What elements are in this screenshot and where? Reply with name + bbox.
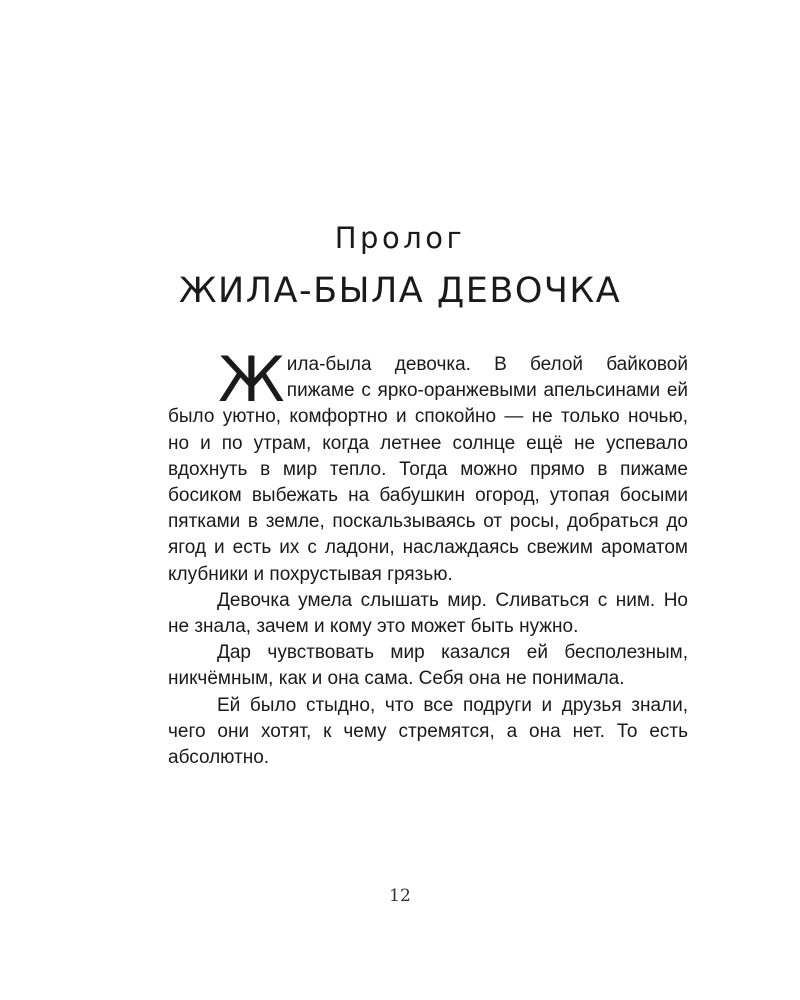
chapter-title: ЖИЛА-БЫЛА ДЕВОЧКА	[178, 271, 622, 311]
prologue-label: Пролог	[334, 221, 466, 255]
body-text	[168, 343, 688, 771]
paragraph-2: Девочка умела слышать мир. Сливаться с ним. Но не знала, зачем и кому это может быть нужно.	[168, 589, 688, 638]
page-number: 12	[389, 886, 411, 906]
drop-cap-letter: Ж	[218, 343, 285, 416]
paragraph-1	[168, 343, 688, 588]
paragraph-1-text: ила-была девочка. В белой байковой пижаме с ярко-оранжевыми апельсинами ей было уютно, комфортно и спокойно — не только ночью, но и по утрам, когда летнее солнце ещё не успевало вдохнуть в мир тепло. Тогда можно прямо в пижаме босиком выбежать на бабушкин огород, утопая босыми пятками в земле, поскальзываясь от росы, добраться до ягод и есть их с ладони, наслаждаясь свежим ароматом клубники и похрустывая грязью.	[168, 354, 688, 585]
paragraph-4: Ей было стыдно, что все подруги и друзья знали, чего они хотят, к чему стремятся, а она нет. То есть абсолютно.	[168, 694, 688, 769]
paragraph-3: Дар чувствовать мир казался ей бесполезным, никчёмным, как и она сама. Себя она не понимала.	[168, 642, 688, 690]
